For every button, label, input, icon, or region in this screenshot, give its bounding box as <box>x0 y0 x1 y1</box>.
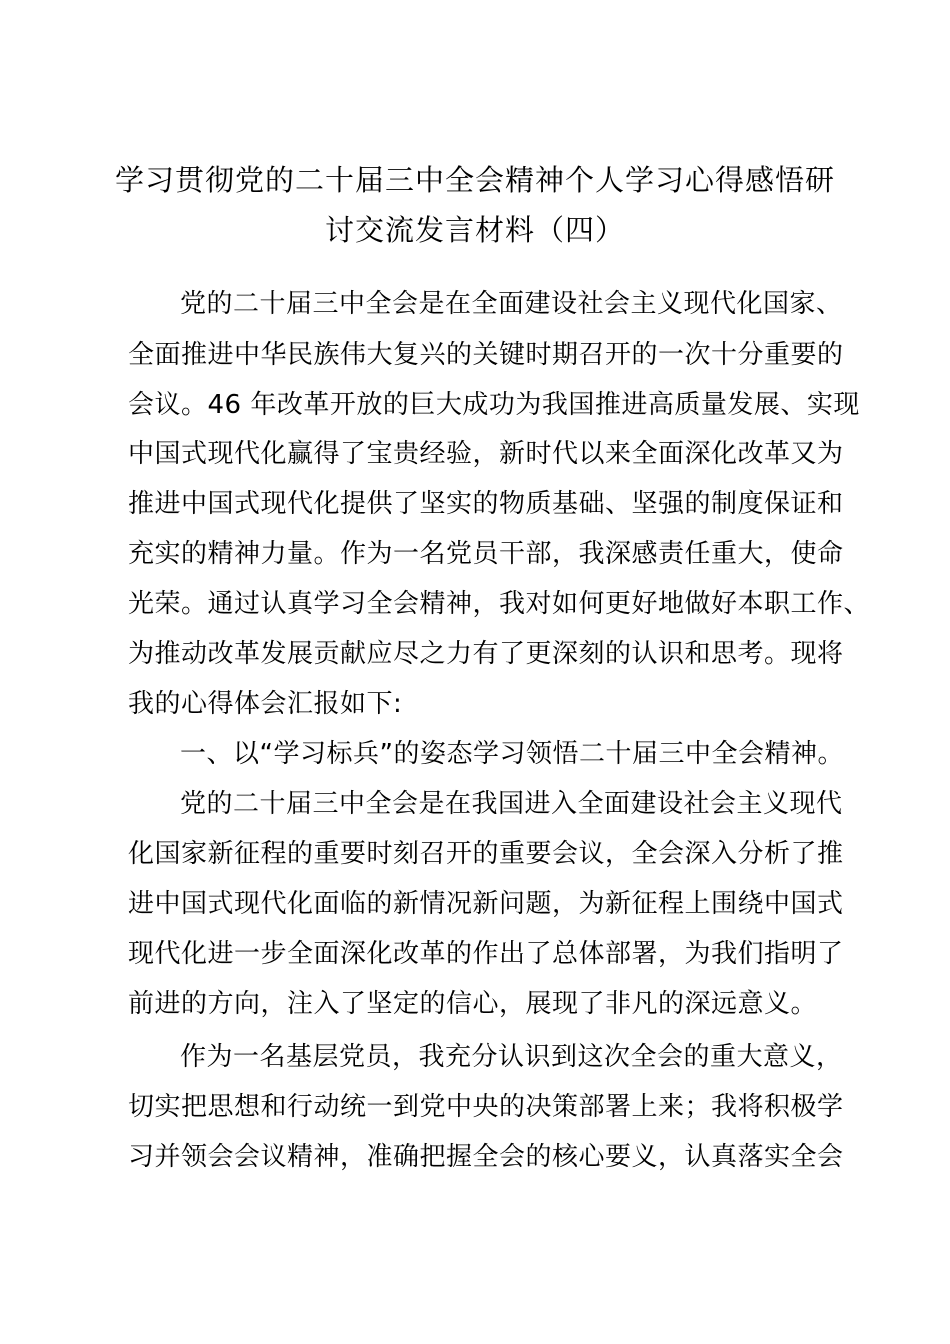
document-title-line-2: 讨交流发言材料（四） <box>324 213 625 247</box>
paragraph-line: 化国家新征程的重要时刻召开的重要会议，全会深入分析了推 <box>128 839 844 869</box>
paragraph-line: 前进的方向，注入了坚定的信心，展现了非凡的深远意义。 <box>128 989 818 1019</box>
paragraph-line: 全面推进中华民族伟大复兴的关键时期召开的一次十分重要的 <box>128 340 844 370</box>
paragraph-line: 我的心得体会汇报如下: <box>128 689 403 719</box>
paragraph-line: 进中国式现代化面临的新情况新问题，为新征程上围绕中国式 <box>128 889 844 919</box>
paragraph-line: 充实的精神力量。作为一名党员干部，我深感责任重大，使命 <box>128 539 844 569</box>
paragraph-line: 作为一名基层党员，我充分认识到这次全会的重大意义， <box>180 1042 843 1072</box>
section-heading: 一、以“学习标兵”的姿态学习领悟二十届三中全会精神。 <box>180 739 844 769</box>
paragraph-line: 党的二十届三中全会是在全面建设社会主义现代化国家、 <box>180 289 843 319</box>
paragraph-line: 会议。46 年改革开放的巨大成功为我国推进高质量发展、实现 <box>128 390 860 420</box>
paragraph-line: 推进中国式现代化提供了坚实的物质基础、坚强的制度保证和 <box>128 489 844 519</box>
paragraph-line: 光荣。通过认真学习全会精神，我对如何更好地做好本职工作、 <box>128 589 871 619</box>
paragraph-line: 中国式现代化赢得了宝贵经验，新时代以来全面深化改革又为 <box>128 439 844 469</box>
paragraph-line: 切实把思想和行动统一到党中央的决策部署上来；我将积极学 <box>128 1092 844 1122</box>
document-title-line-1: 学习贯彻党的二十届三中全会精神个人学习心得感悟研 <box>114 163 835 197</box>
paragraph-line: 为推动改革发展贡献应尽之力有了更深刻的认识和思考。现将 <box>128 639 844 669</box>
paragraph-line: 现代化进一步全面深化改革的作出了总体部署，为我们指明了 <box>128 939 844 969</box>
paragraph-line: 党的二十届三中全会是在我国进入全面建设社会主义现代 <box>180 789 843 819</box>
paragraph-line: 习并领会会议精神，准确把握全会的核心要义，认真落实全会 <box>128 1142 844 1172</box>
